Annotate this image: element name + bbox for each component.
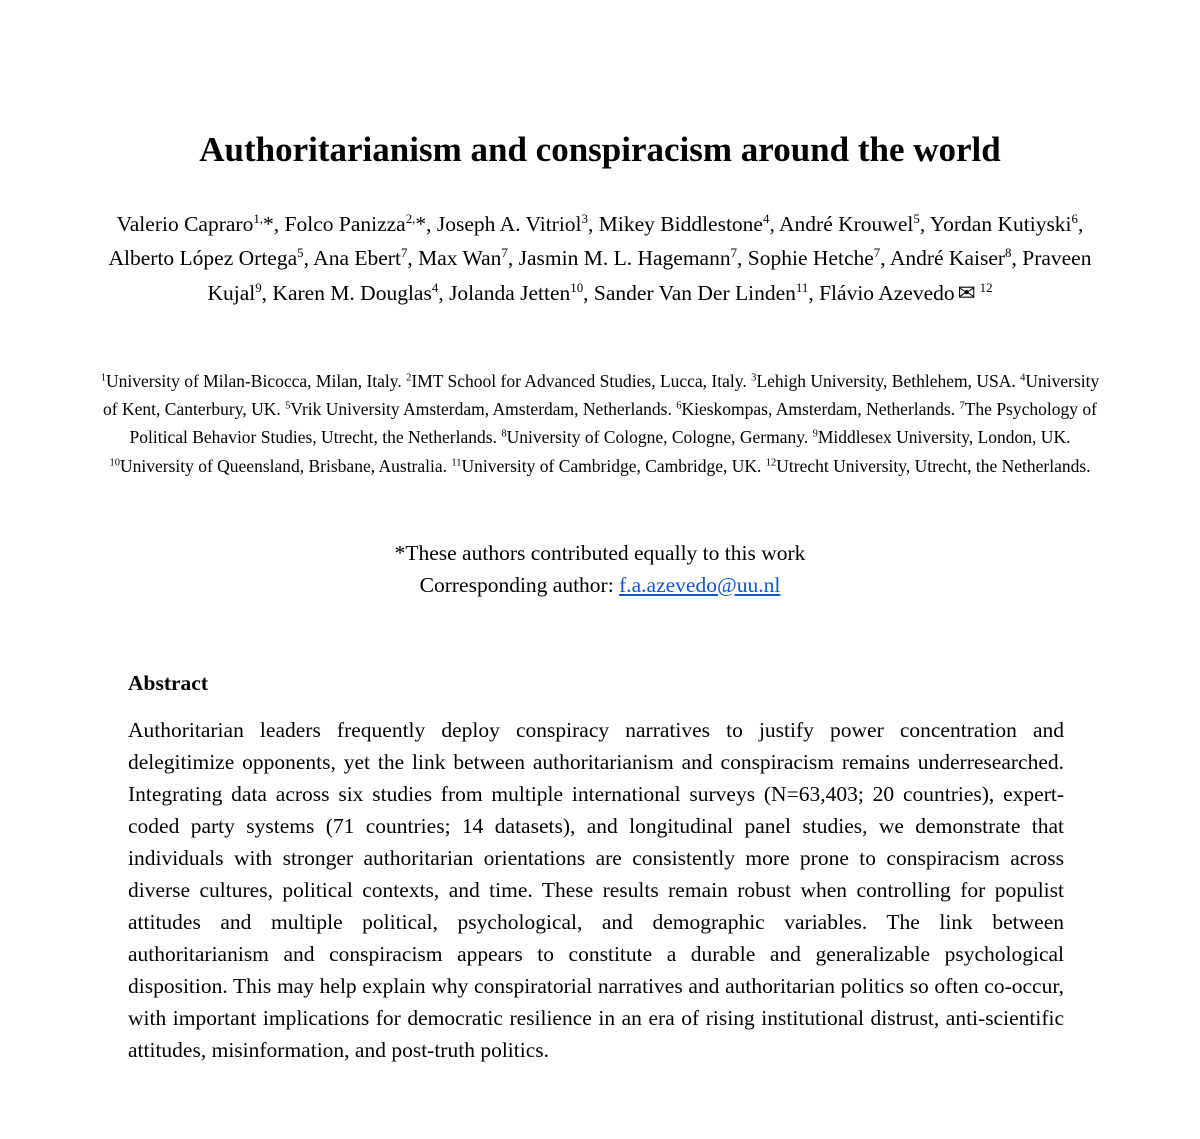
abstract-heading: Abstract [128,671,209,695]
affiliation [406,371,747,391]
author-list [100,207,1100,310]
affiliation-text: Lehigh University, Bethlehem, USA. [756,371,1016,391]
author-name: Yordan Kutiyski [929,212,1072,236]
affiliation-number: 9 [812,428,818,440]
author-affiliation-number: 5 [297,246,304,261]
affiliation-text: University of Milan-Bicocca, Milan, Italy. [105,371,402,391]
author-separator: , [407,246,419,271]
author-name: Praveen Kujal [207,246,1092,305]
affiliation-text: Vrik University Amsterdam, Amsterdam, Netherlands. [290,399,672,420]
affiliation-text: University of Queensland, Brisbane, Australia. [119,455,448,476]
author [779,212,930,236]
abstract-text: Authoritarian leaders frequently deploy conspiracy narratives to justify power concentration and delegitimize opponents, yet the link between authoritarianism and conspiracism remains underresearched. Integrating data across six studies from multiple international surveys (N=63,403; 20 countries), expert-coded party systems (71 countries; 14 datasets), and longitudinal panel studies, we demonstrate that individuals with stronger authoritarian orientations are consistently more prone to conspiracism across diverse cultures, political contexts, and time. These results remain robust when controlling for populist attitudes and multiple political, psychological, and demographic variables. The link between authoritarianism and conspiracism appears to constitute a durable and generalizable psychological disposition. This may help explain why conspiratorial narratives and authoritarian politics so often co-occur, with important implications for democratic resilience in an era of rising institutional distrust, anti-scientific attitudes, misinformation, and post-truth politics. [128,718,1064,1062]
author-separator: , [438,280,450,305]
author [890,246,1022,270]
affiliation-number: 8 [501,428,507,440]
equal-contribution-mark: * [415,212,427,236]
author-affiliation-number: 7 [730,246,738,261]
author-affiliation-number: 7 [400,246,408,261]
affiliation-text: University of Cologne, Cologne, Germany. [506,427,809,448]
author-separator: , [426,212,437,236]
affiliation-number: 12 [765,457,777,469]
affiliation-number: 3 [751,372,757,384]
author-separator: , [737,246,748,271]
affiliation-number: 6 [676,400,682,412]
author-name: Sophie Hetche [747,246,874,271]
author-notes [100,538,1100,601]
affiliation-text: IMT School for Advanced Studies, Lucca, Italy. [411,371,747,391]
author-name: Flávio Azevedo [819,280,955,305]
author-name: Max Wan [418,246,502,271]
affiliation-text: University of Cambridge, Cambridge, UK. [461,455,762,476]
author [748,246,890,270]
author-affiliation-number: 4 [762,212,770,227]
author-name: Sander Van Der Linden [593,280,796,305]
affiliation [501,427,808,447]
author-affiliation-number: 1, [253,212,264,227]
author-affiliation-number: 4 [431,280,439,295]
author [109,246,314,270]
equal-contribution-note: *These authors contributed equally to this work [394,541,806,565]
author-affiliation-number: 2, [405,212,416,227]
author-name: André Krouwel [779,212,914,236]
author-affiliation-number: 8 [1005,246,1012,261]
corresponding-author-label: Corresponding author: [419,572,620,597]
author-name: Joseph A. Vitriol [436,212,582,236]
author-separator: , [1011,246,1023,271]
equal-contribution-mark: * [263,212,274,236]
author [594,281,819,305]
author-affiliation-number: 5 [913,212,920,227]
affiliation-text: University of Kent, Canterbury, UK. [103,371,1100,420]
author-name: Jasmin M. L. Hagemann [518,246,731,271]
author-affiliation-number: 11 [795,280,809,295]
author-affiliation-number: 9 [255,280,262,295]
author-affiliation-number: 3 [581,212,588,227]
affiliation-number: 11 [451,457,462,469]
author-name: Karen M. Douglas [272,280,432,305]
affiliation [109,456,447,476]
author [449,281,594,305]
affiliation [676,399,955,419]
author-name: Jolanda Jetten [449,280,571,305]
author [117,212,285,236]
author-separator: , [583,280,594,305]
affiliation-number: 10 [109,457,120,469]
affiliation-number: 5 [285,400,291,412]
affiliation-number: 2 [406,372,412,384]
affiliation-text: Kieskompas, Amsterdam, Netherlands. [681,399,956,420]
author-separator: , [303,246,314,271]
paper-title: Authoritarianism and conspiracism around the world [199,130,1001,169]
affiliation [751,371,1016,391]
author-separator: , [919,212,930,236]
author [819,281,992,305]
author [930,212,1084,236]
affiliation [285,399,672,419]
affiliation [451,456,761,476]
affiliation-number: 4 [1020,372,1026,384]
affiliation-number: 1 [100,372,106,384]
author-affiliation-number: 10 [570,280,584,295]
author-separator: , [808,280,820,305]
affiliation [766,456,1091,476]
author-separator: , [880,246,890,271]
author-affiliation-number: 7 [501,246,508,261]
author-separator: , [273,212,285,236]
author-separator: , [1077,212,1084,236]
affiliation-text: Middlesex University, London, UK. [817,427,1071,448]
author-name: Mikey Biddlestone [598,212,763,236]
author-name: Valerio Capraro [116,212,254,236]
author-separator: , [588,212,599,236]
author-affiliation-number: 6 [1071,212,1078,227]
author-separator: , [769,212,780,236]
author-separator: , [507,246,519,271]
author-name: Alberto López Ortega [108,246,298,271]
affiliation [813,427,1071,447]
affiliation-text: The Psychology of Political Behavior Studies, Utrecht, the Netherlands. [129,399,1097,448]
corresponding-author-line [100,570,1100,602]
author [285,212,437,236]
author [599,212,779,236]
author [418,246,518,270]
envelope-icon: ✉ [957,280,976,305]
author [313,246,418,270]
affiliation-list [100,367,1100,480]
affiliation [101,371,402,391]
affiliation-text: Utrecht University, Utrecht, the Netherlands. [776,455,1091,476]
affiliation-number: 7 [959,400,965,412]
author-affiliation-number: 12 [979,280,993,295]
author-name: André Kaiser [889,246,1006,271]
author-affiliation-number: 7 [873,246,881,261]
corresponding-email-link[interactable]: f.a.azevedo@uu.nl [619,572,781,597]
author [437,212,599,236]
author [272,281,449,305]
author [519,246,748,270]
author-name: Ana Ebert [313,246,401,271]
author-name: Folco Panizza [284,212,406,236]
author-separator: , [261,280,273,305]
